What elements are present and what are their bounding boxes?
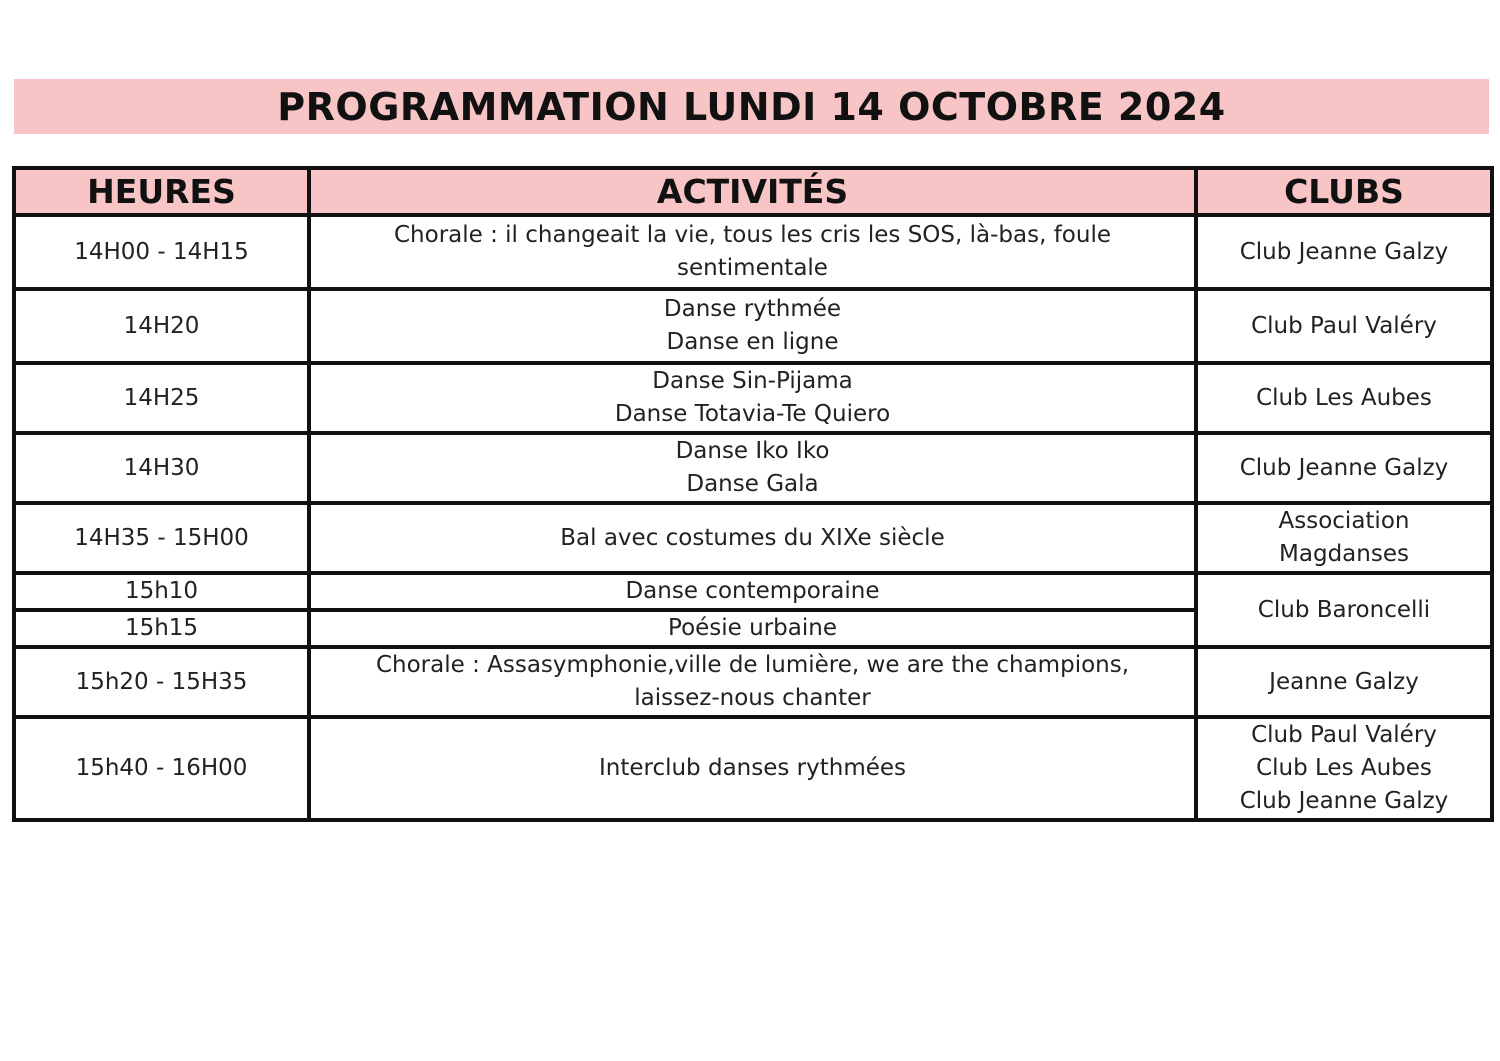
activity-line: Danse en ligne [666,329,839,355]
header-clubs: CLUBS [1196,168,1492,215]
activity-cell [309,433,1196,503]
activity-line: Danse Gala [686,471,819,497]
activity-line: laissez-nous chanter [634,685,871,711]
activity-line: Chorale : Assasymphonie,ville de lumière, we are the champions, [375,652,1130,678]
activity-line: Chorale : il changeait la vie, tous les cris les SOS, là-bas, foule [394,222,1111,248]
club-cell [1196,503,1492,573]
time-cell: 14H00 - 14H15 [14,215,309,289]
activity-line: Bal avec costumes du XIXe siècle [560,524,945,551]
activity-line: Danse Sin-Pijama [652,368,853,394]
time-cell: 15h40 - 16H00 [14,717,309,820]
activity-cell [309,363,1196,433]
time-cell: 15h10 [14,573,309,610]
activity-cell [309,573,1196,610]
activity-line: Danse contemporaine [625,578,880,604]
table-row [14,647,1492,717]
schedule-table [12,166,1494,822]
table-row [14,717,1492,820]
activity-cell [309,215,1196,289]
time-cell: 15h20 - 15H35 [14,647,309,717]
club-cell [1196,215,1492,289]
club-cell [1196,717,1492,820]
activity-line: Interclub danses rythmées [598,755,907,781]
header-activites: ACTIVITÉS [309,168,1196,215]
time-cell: 15h15 [14,610,309,647]
page-title: PROGRAMMATION LUNDI 14 OCTOBRE 2024 [277,84,1226,129]
club-line: Club Les Aubes [1256,755,1432,781]
club-line: Jeanne Galzy [1269,668,1419,695]
table-row [14,573,1492,610]
title-band [14,79,1489,134]
activity-cell [309,610,1196,647]
club-cell [1196,433,1492,503]
time-cell: 14H25 [14,363,309,433]
activity-line: Danse rythmée [663,296,842,322]
header-row [14,168,1492,215]
club-line: Club Baroncelli [1257,596,1431,623]
club-line: Association [1278,508,1410,534]
club-line: Club Paul Valéry [1251,312,1437,339]
table-row [14,433,1492,503]
activity-line: Danse Totavia-Te Quiero [614,401,891,427]
activity-line: Poésie urbaine [668,615,837,641]
club-cell [1196,647,1492,717]
table-row [14,215,1492,289]
table-row [14,363,1492,433]
club-line: Club Jeanne Galzy [1239,788,1449,814]
club-cell [1196,573,1492,647]
time-cell: 14H30 [14,433,309,503]
activity-line: sentimentale [677,255,828,281]
activity-cell [309,717,1196,820]
activity-cell [309,647,1196,717]
club-line: Club Jeanne Galzy [1239,454,1449,481]
club-line: Club Paul Valéry [1251,722,1437,748]
club-cell [1196,289,1492,363]
activity-line: Danse Iko Iko [675,438,830,464]
time-cell: 14H35 - 15H00 [14,503,309,573]
header-heures: HEURES [14,168,309,215]
activity-cell [309,503,1196,573]
activity-cell [309,289,1196,363]
table-row [14,289,1492,363]
time-cell: 14H20 [14,289,309,363]
club-line: Club Jeanne Galzy [1239,238,1449,265]
club-line: Club Les Aubes [1256,384,1432,411]
club-line: Magdanses [1279,541,1409,567]
club-cell [1196,363,1492,433]
table-row [14,503,1492,573]
